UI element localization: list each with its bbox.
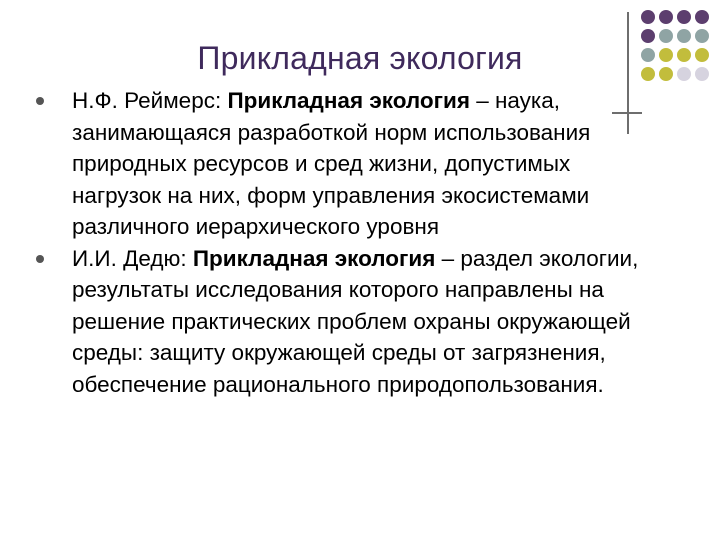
decorative-dot <box>677 29 691 43</box>
decorative-dot <box>659 48 673 62</box>
author-dedyu: И.И. Дедю: <box>72 245 193 271</box>
bullet-item-dedyu <box>36 243 646 401</box>
decorative-dot <box>695 29 709 43</box>
decorative-dot <box>677 67 691 81</box>
decorative-dot-grid <box>641 10 713 110</box>
decorative-dot <box>695 48 709 62</box>
term-applied-ecology: Прикладная экология <box>192 245 436 271</box>
decorative-dot <box>695 10 709 24</box>
decorative-dot <box>677 48 691 62</box>
decorative-dot <box>641 48 655 62</box>
slide-title: Прикладная экология <box>197 40 523 76</box>
decorative-dot <box>659 10 673 24</box>
decorative-dot <box>677 10 691 24</box>
bullet-list <box>36 85 646 400</box>
bullet-item-reimers <box>36 85 646 243</box>
decorative-dot <box>695 67 709 81</box>
decorative-dot <box>641 10 655 24</box>
term-applied-ecology: Прикладная экология <box>227 88 470 113</box>
author-reimers: Н.Ф. Реймерс: <box>72 88 228 113</box>
definition-reimers: – наука, занимающаяся разработкой норм использования природных ресурсов и сред жизни, допустимых нагрузок на них, форм управления экосистемами различного иерархического уровня <box>72 88 591 239</box>
decorative-dot <box>659 29 673 43</box>
bullet-dot-icon <box>36 255 44 263</box>
decorative-dot <box>641 29 655 43</box>
bullet-dot-icon <box>36 97 44 105</box>
decorative-dot <box>659 67 673 81</box>
decorative-dot <box>641 67 655 81</box>
definition-dedyu: – раздел экологии, результаты исследования которого направлены на решение практических проблем охраны окружающей среды: защиту окружающей среды от загрязнения, обеспечение рационального природопользования. <box>72 245 639 397</box>
